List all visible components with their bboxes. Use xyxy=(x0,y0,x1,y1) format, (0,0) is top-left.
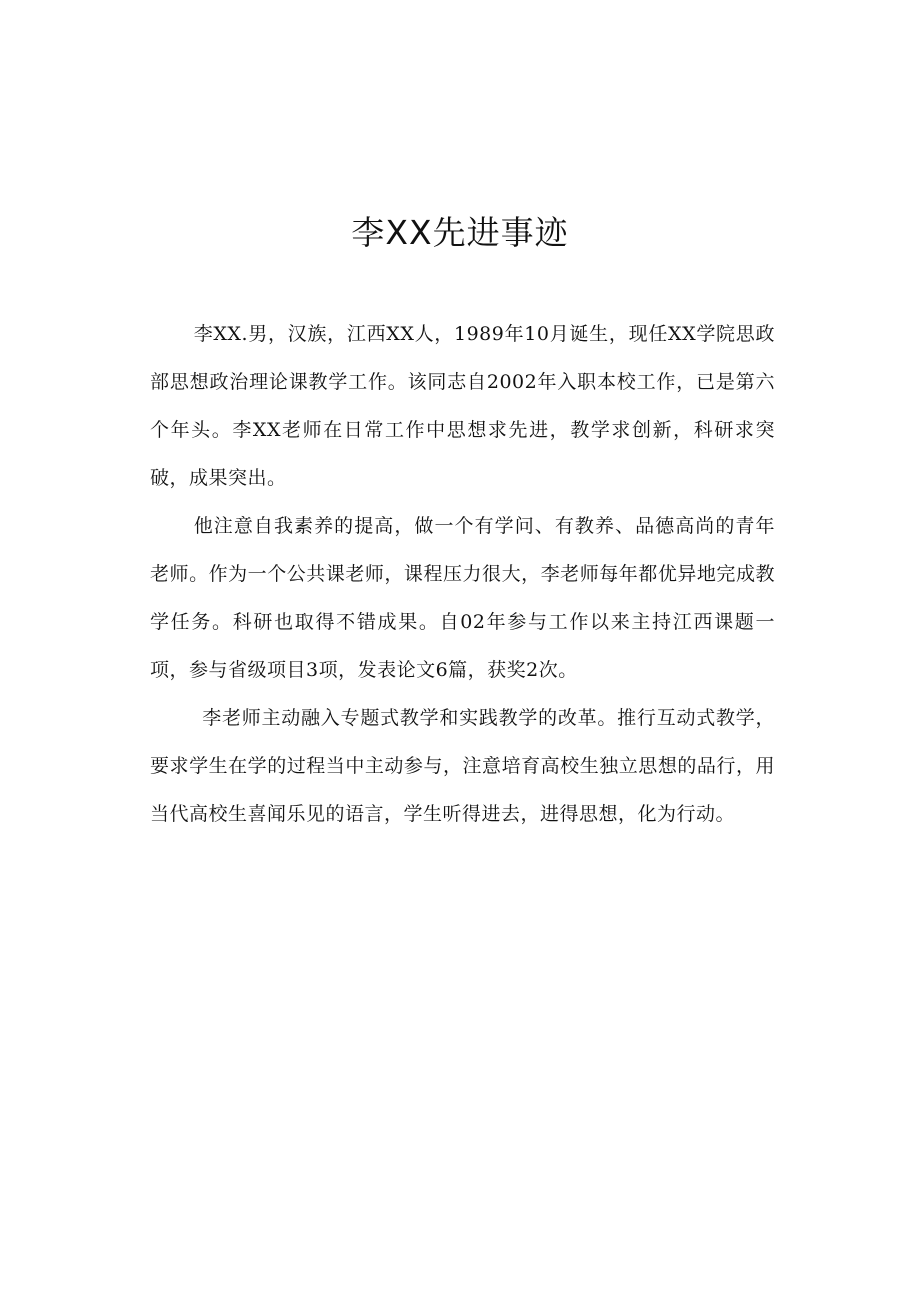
paragraph-teaching-reform: 李老师主动融入专题式教学和实践教学的改革。推行互动式教学，要求学生在学的过程当中主动参与，注意培育高校生独立思想的品行，用当代高校生喜闻乐见的语言，学生听得进去，进得思想，化为行动。 xyxy=(150,707,775,825)
paragraph-intro: 李XX.男，汉族，江西XX人，1989年10月诞生，现任XX学院思政部思想政治理论课教学工作。该同志自2002年入职本校工作，已是第六个年头。李XX老师在日常工作中思想求先进，教学求创新，科研求突破，成果突出。 xyxy=(150,323,775,489)
document-title: 李XX先进事迹 xyxy=(351,213,569,252)
paragraph-self-improvement: 他注意自我素养的提高，做一个有学问、有教养、品德高尚的青年老师。作为一个公共课老师，课程压力很大，李老师每年都优异地完成教学任务。科研也取得不错成果。自02年参与工作以来主持江西课题一项，参与省级项目3项，发表论文6篇，获奖2次。 xyxy=(150,515,775,681)
document-body xyxy=(150,310,775,838)
